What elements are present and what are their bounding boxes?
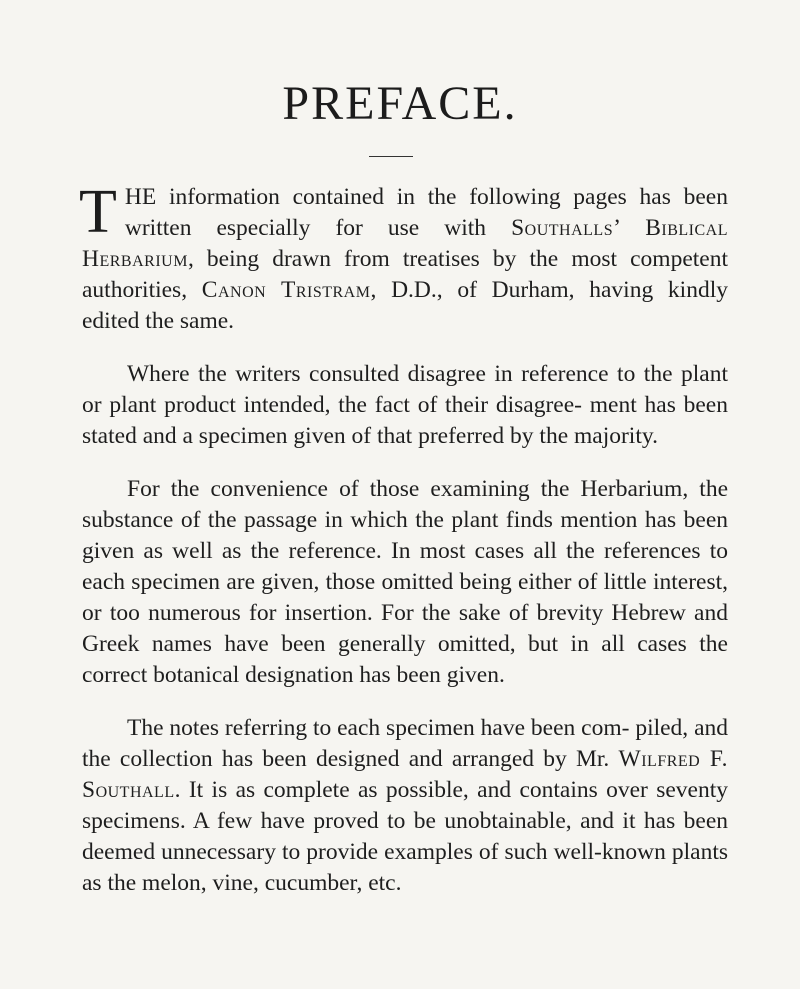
title-divider	[369, 156, 413, 157]
paragraph-1-text-c: , D.D., of Durham, having kindly edited the same.	[82, 277, 728, 334]
paragraph-3: For the convenience of those examining the Herbarium, the substance of the passage in which the plant finds mention has been given as well as the reference. In most cases all the references to each specimen are given, those omitted being either of little interest, or too numerous for insertion. For the sake of brevity Hebrew and Greek names have been generally omitted, but in all cases the correct botanical designation has been given.	[82, 476, 728, 688]
paragraph-2: Where the writers consulted disagree in reference to the plant or plant product intended, the fact of their disagree- ment has been stated and a specimen given of that preferred by the majority.	[82, 361, 728, 449]
drop-cap: T	[79, 178, 117, 246]
paragraph-4-text-a: The notes referring to each specimen have been com- piled, and the collection has been designed and arranged by Mr.	[82, 715, 728, 772]
paragraph-4	[82, 713, 728, 899]
paragraph-4-text-b: . It is as complete as possible, and contains over seventy specimens. A few have proved to be unobtainable, and it has been deemed unnecessary to provide examples of such well-known plants as the melon, vine, cucumber, etc.	[82, 777, 728, 896]
paragraph-1	[79, 178, 728, 337]
herbarium-name: Southalls’ Biblical Herbarium	[82, 215, 728, 272]
editor-name: Canon Tristram	[201, 277, 371, 303]
page-title: PREFACE.	[282, 77, 518, 130]
compiler-name: Wilfred F. Southall	[82, 746, 728, 803]
paragraph-1-text-b: , being drawn from treatises by the most competent authorities,	[82, 246, 728, 303]
paragraph-1-text-a: HE information contained in the following pages has been written especially for use with	[124, 184, 728, 241]
preface-body	[79, 178, 728, 921]
